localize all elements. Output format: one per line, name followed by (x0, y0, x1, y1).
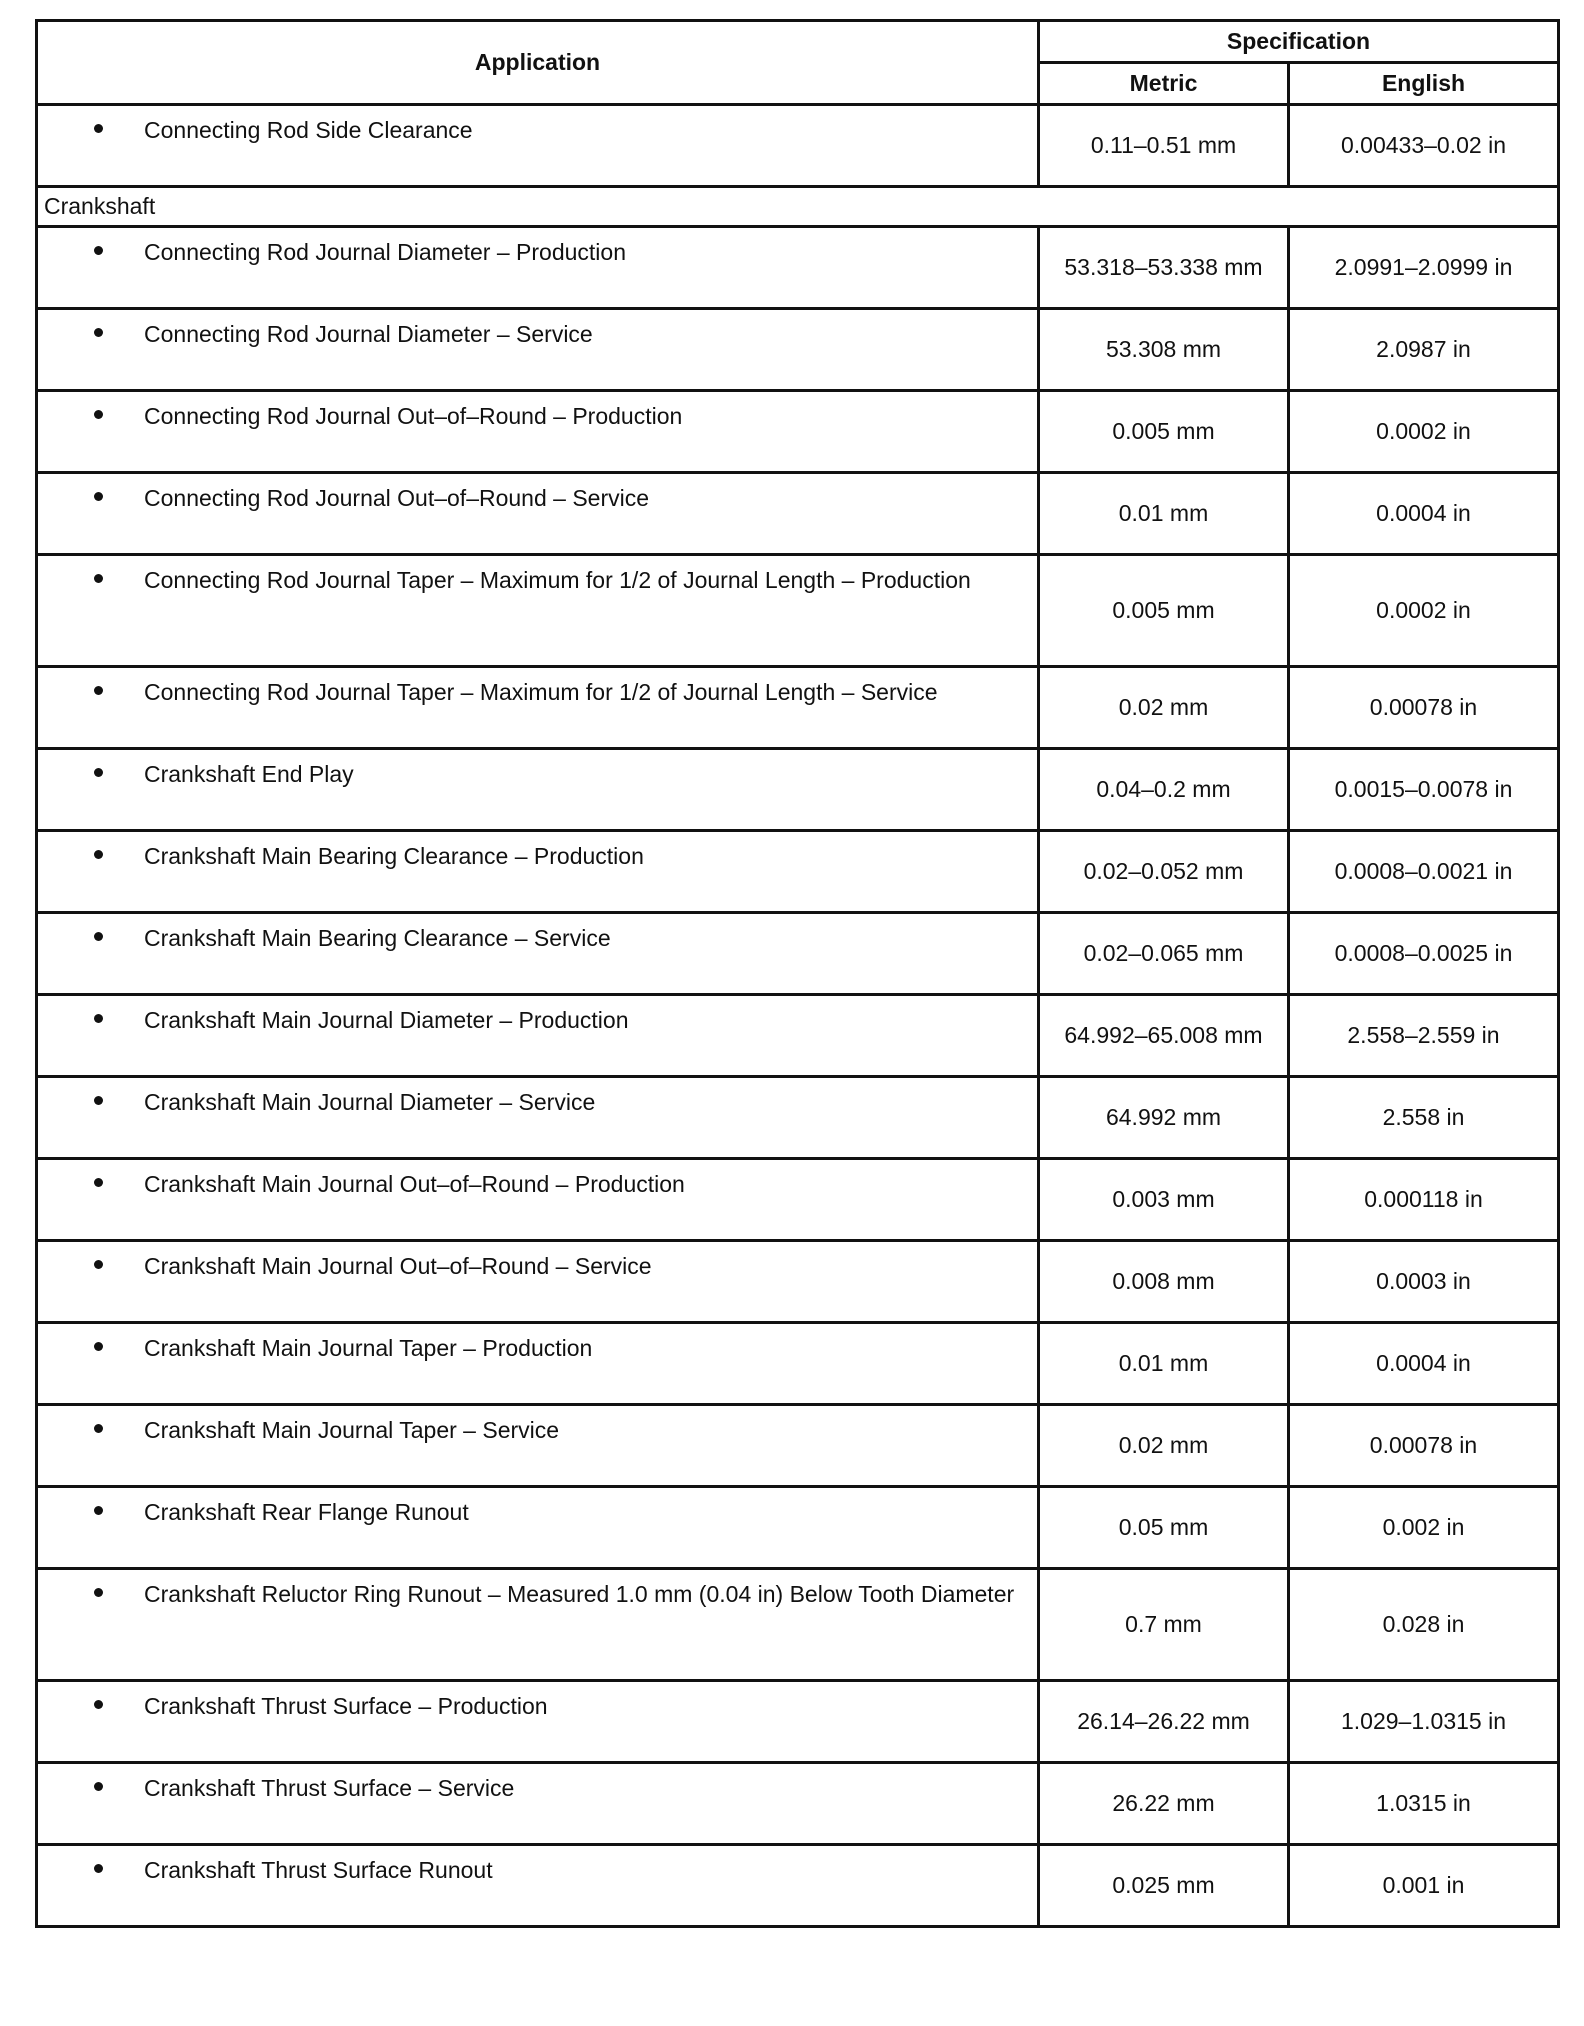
header-metric: Metric (1039, 63, 1289, 105)
table-row (37, 995, 1559, 1077)
table-row (37, 473, 1559, 555)
english-value: 0.0008–0.0025 in (1289, 913, 1559, 995)
bullet-icon (94, 1342, 103, 1351)
application-text: Connecting Rod Journal Out–of–Round – Production (144, 403, 683, 429)
application-cell (37, 913, 1039, 995)
metric-value: 0.025 mm (1039, 1845, 1289, 1927)
table-row (37, 749, 1559, 831)
metric-value: 0.01 mm (1039, 1323, 1289, 1405)
application-text: Crankshaft Rear Flange Runout (144, 1499, 469, 1525)
table-row (37, 1077, 1559, 1159)
section-row (37, 187, 1559, 227)
metric-value: 0.005 mm (1039, 391, 1289, 473)
bullet-icon (94, 1178, 103, 1187)
application-text: Connecting Rod Journal Taper – Maximum for 1/2 of Journal Length – Production (144, 567, 971, 593)
bullet-icon (94, 1700, 103, 1709)
bullet-icon (94, 686, 103, 695)
bullet-icon (94, 1096, 103, 1105)
english-value: 0.028 in (1289, 1569, 1559, 1681)
application-text: Crankshaft Main Journal Taper – Service (144, 1417, 560, 1443)
metric-value: 64.992 mm (1039, 1077, 1289, 1159)
application-cell (37, 1681, 1039, 1763)
application-cell (37, 1159, 1039, 1241)
english-value: 0.00078 in (1289, 667, 1559, 749)
metric-value: 0.003 mm (1039, 1159, 1289, 1241)
metric-value: 0.02–0.052 mm (1039, 831, 1289, 913)
bullet-icon (94, 492, 103, 501)
table-row (37, 667, 1559, 749)
application-cell (37, 555, 1039, 667)
specification-table (35, 19, 1560, 1928)
metric-value: 0.008 mm (1039, 1241, 1289, 1323)
section-title: Crankshaft (37, 187, 1559, 227)
table-row (37, 105, 1559, 187)
metric-value: 0.01 mm (1039, 473, 1289, 555)
metric-value: 0.04–0.2 mm (1039, 749, 1289, 831)
application-text: Crankshaft Main Journal Out–of–Round – Service (144, 1253, 652, 1279)
english-value: 2.558–2.559 in (1289, 995, 1559, 1077)
english-value: 1.029–1.0315 in (1289, 1681, 1559, 1763)
application-cell (37, 1487, 1039, 1569)
english-value: 0.00078 in (1289, 1405, 1559, 1487)
application-cell (37, 667, 1039, 749)
application-cell (37, 309, 1039, 391)
metric-value: 0.005 mm (1039, 555, 1289, 667)
bullet-icon (94, 574, 103, 583)
metric-value: 0.7 mm (1039, 1569, 1289, 1681)
application-text: Crankshaft Thrust Surface – Service (144, 1775, 515, 1801)
application-text: Crankshaft Main Bearing Clearance – Service (144, 925, 611, 951)
english-value: 2.558 in (1289, 1077, 1559, 1159)
application-text: Crankshaft Thrust Surface Runout (144, 1857, 493, 1883)
metric-value: 0.11–0.51 mm (1039, 105, 1289, 187)
bullet-icon (94, 932, 103, 941)
english-value: 0.0003 in (1289, 1241, 1559, 1323)
english-value: 0.001 in (1289, 1845, 1559, 1927)
bullet-icon (94, 850, 103, 859)
table-row (37, 227, 1559, 309)
table-row (37, 391, 1559, 473)
application-cell (37, 749, 1039, 831)
metric-value: 64.992–65.008 mm (1039, 995, 1289, 1077)
metric-value: 0.05 mm (1039, 1487, 1289, 1569)
application-text: Crankshaft Main Journal Diameter – Production (144, 1007, 629, 1033)
application-cell (37, 1569, 1039, 1681)
table-row (37, 1763, 1559, 1845)
bullet-icon (94, 1864, 103, 1873)
english-value: 0.0015–0.0078 in (1289, 749, 1559, 831)
application-cell (37, 831, 1039, 913)
header-english: English (1289, 63, 1559, 105)
table-row (37, 1159, 1559, 1241)
english-value: 0.0008–0.0021 in (1289, 831, 1559, 913)
table-row (37, 309, 1559, 391)
header-specification: Specification (1039, 21, 1559, 63)
english-value: 0.000118 in (1289, 1159, 1559, 1241)
application-text: Crankshaft Reluctor Ring Runout – Measured 1.0 mm (0.04 in) Below Tooth Diameter (144, 1581, 1015, 1607)
application-cell (37, 105, 1039, 187)
application-cell (37, 473, 1039, 555)
english-value: 0.0004 in (1289, 473, 1559, 555)
bullet-icon (94, 328, 103, 337)
english-value: 0.0004 in (1289, 1323, 1559, 1405)
application-cell (37, 227, 1039, 309)
table-row (37, 1845, 1559, 1927)
english-value: 2.0991–2.0999 in (1289, 227, 1559, 309)
application-cell (37, 1845, 1039, 1927)
bullet-icon (94, 124, 103, 133)
application-text: Connecting Rod Journal Taper – Maximum for 1/2 of Journal Length – Service (144, 679, 938, 705)
table-row (37, 1569, 1559, 1681)
bullet-icon (94, 1506, 103, 1515)
english-value: 1.0315 in (1289, 1763, 1559, 1845)
application-text: Crankshaft Thrust Surface – Production (144, 1693, 548, 1719)
application-text: Crankshaft Main Journal Taper – Production (144, 1335, 593, 1361)
english-value: 0.0002 in (1289, 555, 1559, 667)
application-cell (37, 1763, 1039, 1845)
application-cell (37, 1077, 1039, 1159)
metric-value: 0.02 mm (1039, 1405, 1289, 1487)
bullet-icon (94, 768, 103, 777)
table-row (37, 1405, 1559, 1487)
metric-value: 53.308 mm (1039, 309, 1289, 391)
table-row (37, 1681, 1559, 1763)
metric-value: 0.02 mm (1039, 667, 1289, 749)
application-text: Connecting Rod Journal Diameter – Service (144, 321, 593, 347)
application-text: Connecting Rod Journal Out–of–Round – Service (144, 485, 650, 511)
metric-value: 53.318–53.338 mm (1039, 227, 1289, 309)
metric-value: 26.14–26.22 mm (1039, 1681, 1289, 1763)
table-row (37, 1323, 1559, 1405)
application-cell (37, 391, 1039, 473)
bullet-icon (94, 1424, 103, 1433)
table-row (37, 1241, 1559, 1323)
bullet-icon (94, 1782, 103, 1791)
application-text: Crankshaft End Play (144, 761, 354, 787)
table-row (37, 831, 1559, 913)
bullet-icon (94, 410, 103, 419)
bullet-icon (94, 1260, 103, 1269)
bullet-icon (94, 246, 103, 255)
application-cell (37, 995, 1039, 1077)
bullet-icon (94, 1014, 103, 1023)
english-value: 2.0987 in (1289, 309, 1559, 391)
header-application: Application (37, 21, 1039, 105)
application-text: Crankshaft Main Journal Out–of–Round – Production (144, 1171, 685, 1197)
application-text: Connecting Rod Side Clearance (144, 117, 473, 143)
table-row (37, 913, 1559, 995)
application-text: Crankshaft Main Bearing Clearance – Production (144, 843, 644, 869)
application-cell (37, 1241, 1039, 1323)
metric-value: 0.02–0.065 mm (1039, 913, 1289, 995)
bullet-icon (94, 1588, 103, 1597)
english-value: 0.0002 in (1289, 391, 1559, 473)
application-text: Connecting Rod Journal Diameter – Production (144, 239, 626, 265)
table-row (37, 1487, 1559, 1569)
english-value: 0.00433–0.02 in (1289, 105, 1559, 187)
metric-value: 26.22 mm (1039, 1763, 1289, 1845)
application-cell (37, 1405, 1039, 1487)
application-text: Crankshaft Main Journal Diameter – Service (144, 1089, 596, 1115)
table-row (37, 555, 1559, 667)
application-cell (37, 1323, 1039, 1405)
english-value: 0.002 in (1289, 1487, 1559, 1569)
